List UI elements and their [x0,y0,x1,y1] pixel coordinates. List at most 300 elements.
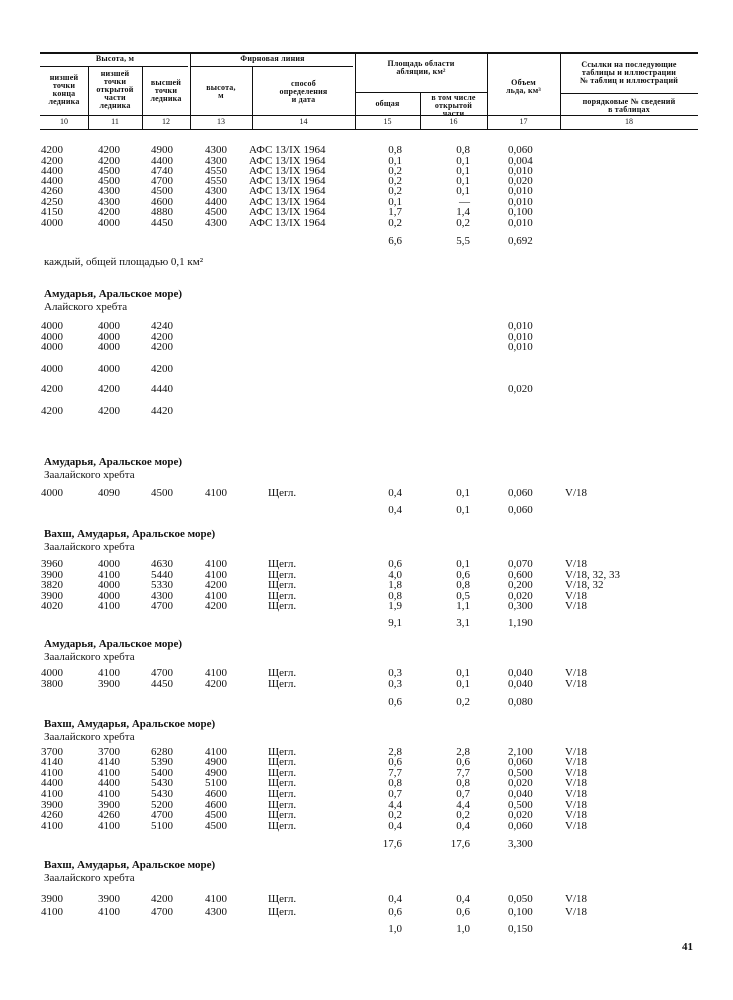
table-cell: 3960 [41,558,63,570]
table-cell: 4400 [41,175,63,187]
table-cell: 0,020 [508,809,533,821]
table-cell: Щегл. [268,788,297,800]
table-cell: 4000 [98,363,120,375]
table-cell: 0,4 [388,893,402,905]
table-cell: АФС 13/IX 1964 [249,165,326,177]
table-cell: 3900 [41,569,63,581]
table-cell: 4100 [205,590,227,602]
table-row [0,342,733,353]
table-cell: 1,1 [456,600,470,612]
table-cell: 0,6 [388,756,402,768]
table-total-row [0,697,733,708]
table-cell: АФС 13/IX 1964 [249,185,326,197]
table-cell: 4140 [41,756,63,768]
table-row [0,218,733,229]
table-total-row [0,839,733,850]
table-cell: 2,8 [456,746,470,758]
table-cell: 3900 [98,893,120,905]
table-cell: 5100 [205,777,227,789]
table-cell: 1,0 [388,923,402,935]
table-cell: 3900 [41,799,63,811]
table-cell: Щегл. [268,756,297,768]
table-cell: 0,8 [456,579,470,591]
table-cell: 4100 [98,667,120,679]
section-title: Вахш, Амударья, Аральское море) [44,528,216,540]
table-cell: 0,060 [508,144,533,156]
table-cell: 6280 [151,746,173,758]
table-cell: 1,190 [508,617,533,629]
block-note: каждый, общей площадью 0,1 км² [44,256,204,268]
table-cell: Щегл. [268,820,297,832]
table-cell: 0,010 [508,320,533,332]
table-cell: 3900 [41,893,63,905]
table-cell: V/18 [565,906,587,918]
section-subtitle: Заалайского хребта [44,872,135,884]
table-cell: Щегл. [268,590,297,602]
table-cell: 0,6 [456,906,470,918]
table-cell: 4000 [41,667,63,679]
table-cell: 0,8 [456,144,470,156]
table-cell: 4260 [41,809,63,821]
table-cell: 0,1 [456,558,470,570]
table-cell: 4200 [205,579,227,591]
table-cell: 0,020 [508,175,533,187]
table-cell: 4100 [205,893,227,905]
table-cell: V/18 [565,893,587,905]
table-cell: 0,6 [388,906,402,918]
table-cell: 2,8 [388,746,402,758]
table-cell: 4440 [151,383,173,395]
table-cell: 4260 [41,185,63,197]
table-cell: 0,080 [508,696,533,708]
colnum-17: 17 [519,117,528,126]
colnum-14: 14 [299,117,308,126]
table-cell: 0,1 [456,175,470,187]
table-cell: 4200 [151,341,173,353]
table-row [0,488,733,499]
page-number: 41 [682,941,693,953]
table-cell: 4200 [41,144,63,156]
table-cell: 0,1 [456,678,470,690]
table-cell: АФС 13/IX 1964 [249,175,326,187]
table-cell: 7,7 [388,767,402,779]
header-otkrytoy: в том числе открытой части [431,93,476,118]
table-cell: 4100 [98,820,120,832]
table-cell: 4200 [41,405,63,417]
table-total-row [0,618,733,629]
colnum-16: 16 [449,117,458,126]
table-cell: 4740 [151,165,173,177]
table-cell: 0,6 [456,569,470,581]
table-cell: 4630 [151,558,173,570]
table-cell: Щегл. [268,579,297,591]
table-cell: 5390 [151,756,173,768]
table-cell: — [459,196,470,208]
table-cell: Щегл. [268,777,297,789]
table-cell: V/18 [565,820,587,832]
table-cell: 4200 [41,155,63,167]
section-subtitle: Заалайского хребта [44,469,135,481]
table-cell: 4400 [41,777,63,789]
table-cell: 4100 [98,906,120,918]
table-cell: 4200 [205,600,227,612]
colnum-12: 12 [162,117,170,126]
table-cell: 4260 [98,809,120,821]
table-cell: 3800 [41,678,63,690]
table-cell: 4400 [41,165,63,177]
table-row [0,384,733,395]
table-cell: АФС 13/IX 1964 [249,155,326,167]
table-cell: 1,8 [388,579,402,591]
table-cell: Щегл. [268,906,297,918]
table-total-row [0,236,733,247]
table-cell: 4250 [41,196,63,208]
table-cell: 0,060 [508,756,533,768]
table-cell: 4100 [41,906,63,918]
header-ploshad: Площадь области абляции, км² [387,59,455,76]
header-obem: Объем льда, км³ [505,78,542,95]
table-cell: 5,5 [456,235,470,247]
table-total-row [0,924,733,935]
table-cell: 0,692 [508,235,533,247]
table-cell: 4500 [98,175,120,187]
table-cell: 17,6 [450,838,470,850]
table-cell: 4200 [98,405,120,417]
table-cell: 4600 [205,799,227,811]
table-cell: V/18 [565,756,587,768]
section-title: Вахш, Амударья, Аральское море) [44,859,216,871]
table-cell: 7,7 [456,767,470,779]
table-cell: 0,2 [388,175,402,187]
table-cell: 4450 [151,678,173,690]
table-cell: АФС 13/IX 1964 [249,196,326,208]
table-cell: 5400 [151,767,173,779]
table-cell: 5100 [151,820,173,832]
table-cell: 0,020 [508,777,533,789]
table-cell: 4100 [98,569,120,581]
table-cell: 4700 [151,809,173,821]
table-cell: 4000 [98,341,120,353]
table-cell: 0,150 [508,923,533,935]
table-cell: 4000 [41,363,63,375]
table-cell: 0,100 [508,906,533,918]
colnum-18: 18 [625,117,633,126]
colnum-11: 11 [111,117,119,126]
table-cell: 4,4 [456,799,470,811]
section-subtitle: Заалайского хребта [44,541,135,553]
table-row [0,364,733,375]
table-cell: 4400 [98,777,120,789]
table-cell: V/18 [565,809,587,821]
table-cell: 4100 [41,767,63,779]
table-cell: 3900 [98,799,120,811]
table-cell: 0,2 [388,217,402,229]
table-cell: АФС 13/IX 1964 [249,144,326,156]
table-cell: 4100 [205,746,227,758]
table-cell: 4140 [98,756,120,768]
table-cell: 0,1 [388,196,402,208]
table-cell: 0,2 [388,185,402,197]
table-cell: 0,020 [508,590,533,602]
table-cell: Щегл. [268,893,297,905]
colnum-10: 10 [60,117,68,126]
table-cell: 0,2 [388,809,402,821]
table-cell: 0,060 [508,487,533,499]
table-cell: 4090 [98,487,120,499]
table-total-row [0,505,733,516]
table-cell: 4000 [98,320,120,332]
table-cell: 0,2 [456,217,470,229]
table-cell: 4,0 [388,569,402,581]
table-cell: 4100 [98,600,120,612]
table-cell: 0,1 [456,155,470,167]
table-cell: 4200 [151,363,173,375]
table-cell: 4200 [98,155,120,167]
table-cell: АФС 13/IX 1964 [249,206,326,218]
table-cell: Щегл. [268,667,297,679]
table-cell: 4200 [41,383,63,395]
table-cell: 0,4 [388,504,402,516]
table-cell: 0,040 [508,678,533,690]
table-cell: 0,1 [456,667,470,679]
section-title: Амударья, Аральское море) [44,456,183,468]
table-cell: Щегл. [268,558,297,570]
table-cell: 4300 [151,590,173,602]
table-cell: 4200 [151,893,173,905]
table-cell: 3900 [98,678,120,690]
table-cell: 4200 [205,678,227,690]
table-cell: 0,500 [508,799,533,811]
header-firn-vysota: высота, м [206,83,236,100]
table-cell: 4000 [98,579,120,591]
table-cell: V/18, 32 [565,579,604,591]
table-cell: V/18 [565,777,587,789]
table-cell: 4000 [98,217,120,229]
table-cell: 0,060 [508,504,533,516]
table-cell: 4100 [205,487,227,499]
header-firn-sposob: способ определения и дата [279,79,328,104]
table-cell: 5430 [151,777,173,789]
table-cell: 3,300 [508,838,533,850]
table-cell: 4000 [98,558,120,570]
table-cell: 0,2 [388,165,402,177]
table-cell: 4500 [205,820,227,832]
table-cell: 0,010 [508,331,533,343]
table-cell: 1,7 [388,206,402,218]
table-cell: 4100 [41,820,63,832]
table-cell: 0,6 [388,696,402,708]
table-cell: V/18 [565,746,587,758]
header-poryadkovye: порядковые № сведений в таблицах [582,97,676,114]
table-cell: 4300 [205,144,227,156]
table-cell: 4000 [98,590,120,602]
table-cell: 0,1 [456,487,470,499]
table-cell: V/18 [565,678,587,690]
table-cell: 0,060 [508,820,533,832]
header-obshaya: общая [375,99,400,108]
table-cell: 5200 [151,799,173,811]
table-cell: 0,010 [508,341,533,353]
table-cell: 0,070 [508,558,533,570]
table-cell: 4700 [151,906,173,918]
header-firn: Фирновая линия [240,54,305,63]
table-cell: 4200 [98,383,120,395]
table-cell: 4600 [205,788,227,800]
table-cell: 4900 [205,767,227,779]
table-cell: 0,200 [508,579,533,591]
table-cell: 4100 [205,558,227,570]
table-cell: 0,100 [508,206,533,218]
table-cell: 0,7 [388,788,402,800]
table-cell: 4200 [151,331,173,343]
table-cell: 4240 [151,320,173,332]
table-cell: 4100 [98,788,120,800]
table-cell: 4600 [151,196,173,208]
table-cell: 4900 [151,144,173,156]
table-cell: 0,3 [388,667,402,679]
table-cell: 4300 [205,906,227,918]
table-cell: 0,040 [508,788,533,800]
header-nizshey-konca: низшей точки конца ледника [48,73,80,106]
section-title: Амударья, Аральское море) [44,638,183,650]
table-cell: V/18 [565,600,587,612]
table-cell: V/18, 32, 33 [565,569,620,581]
table-cell: Щегл. [268,746,297,758]
table-cell: V/18 [565,558,587,570]
table-cell: Щегл. [268,487,297,499]
table-cell: 4400 [151,155,173,167]
table-cell: Щегл. [268,799,297,811]
table-cell: 4200 [98,206,120,218]
header-nizshey-otkrytoy: низшей точки открытой части ледника [96,69,134,110]
table-cell: 0,3 [388,678,402,690]
table-cell: 4100 [205,569,227,581]
table-cell: 0,010 [508,196,533,208]
table-cell: 3700 [41,746,63,758]
colnum-13: 13 [217,117,225,126]
table-row [0,679,733,690]
table-cell: 4300 [205,217,227,229]
table-cell: 4550 [205,165,227,177]
table-cell: Щегл. [268,600,297,612]
table-cell: 5440 [151,569,173,581]
table-cell: 0,5 [456,590,470,602]
table-cell: 0,4 [388,820,402,832]
table-cell: 4450 [151,217,173,229]
table-cell: 4300 [98,185,120,197]
table-cell: 4100 [41,788,63,800]
table-cell: 4550 [205,175,227,187]
table-cell: 0,300 [508,600,533,612]
table-cell: Щегл. [268,809,297,821]
table-row [0,406,733,417]
table-cell: 6,6 [388,235,402,247]
table-cell: 0,1 [456,504,470,516]
table-cell: 3900 [41,590,63,602]
table-cell: 0,1 [456,185,470,197]
table-cell: 0,6 [456,756,470,768]
table-cell: Щегл. [268,569,297,581]
table-cell: 4700 [151,600,173,612]
table-cell: 4000 [41,217,63,229]
table-cell: 1,0 [456,923,470,935]
header-ssylki: Ссылки на последующие таблицы и иллюстрации № таблиц и иллюстраций [579,60,679,85]
table-cell: V/18 [565,799,587,811]
table-cell: 3820 [41,579,63,591]
table-row [0,821,733,832]
section-subtitle: Заалайского хребта [44,651,135,663]
table-cell: 0,6 [388,558,402,570]
table-cell: 0,050 [508,893,533,905]
table-cell: 0,040 [508,667,533,679]
table-cell: 5430 [151,788,173,800]
table-cell: 0,8 [388,777,402,789]
table-cell: 0,8 [388,590,402,602]
table-cell: 4500 [151,185,173,197]
table-cell: Щегл. [268,767,297,779]
table-row [0,907,733,918]
section-title: Вахш, Амударья, Аральское море) [44,718,216,730]
section-subtitle: Заалайского хребта [44,731,135,743]
table-cell: V/18 [565,487,587,499]
table-cell: 4000 [41,320,63,332]
table-cell: 4500 [205,206,227,218]
table-cell: Щегл. [268,678,297,690]
table-cell: 0,010 [508,185,533,197]
table-cell: 4150 [41,206,63,218]
table-cell: 0,7 [456,788,470,800]
table-cell: 4700 [151,667,173,679]
table-cell: 4500 [151,487,173,499]
table-cell: 4300 [205,155,227,167]
table-cell: 4880 [151,206,173,218]
table-cell: 0,020 [508,383,533,395]
table-cell: 0,2 [456,809,470,821]
table-cell: 0,2 [456,696,470,708]
table-cell: 4700 [151,175,173,187]
table-row [0,601,733,612]
table-cell: 4420 [151,405,173,417]
section-subtitle: Алайского хребта [44,301,128,313]
table-cell: 0,4 [388,487,402,499]
table-cell: 0,010 [508,217,533,229]
table-cell: 9,1 [388,617,402,629]
table-cell: V/18 [565,590,587,602]
table-cell: 0,1 [456,165,470,177]
table-cell: 0,4 [456,893,470,905]
table-cell: 0,4 [456,820,470,832]
table-cell: 0,004 [508,155,533,167]
table-cell: 3700 [98,746,120,758]
table-cell: 0,8 [388,144,402,156]
table-cell: V/18 [565,767,587,779]
table-row [0,894,733,905]
table-cell: 4020 [41,600,63,612]
table-cell: 4000 [41,341,63,353]
colnum-15: 15 [383,117,392,126]
table-cell: 4100 [98,767,120,779]
table-cell: 5330 [151,579,173,591]
table-cell: 0,500 [508,767,533,779]
table-cell: 4500 [205,809,227,821]
table-cell: 0,010 [508,165,533,177]
table-cell: 4300 [98,196,120,208]
table-cell: 1,9 [388,600,402,612]
table-cell: 4400 [205,196,227,208]
table-cell: 4,4 [388,799,402,811]
table-cell: 4900 [205,756,227,768]
table-cell: 4300 [205,185,227,197]
